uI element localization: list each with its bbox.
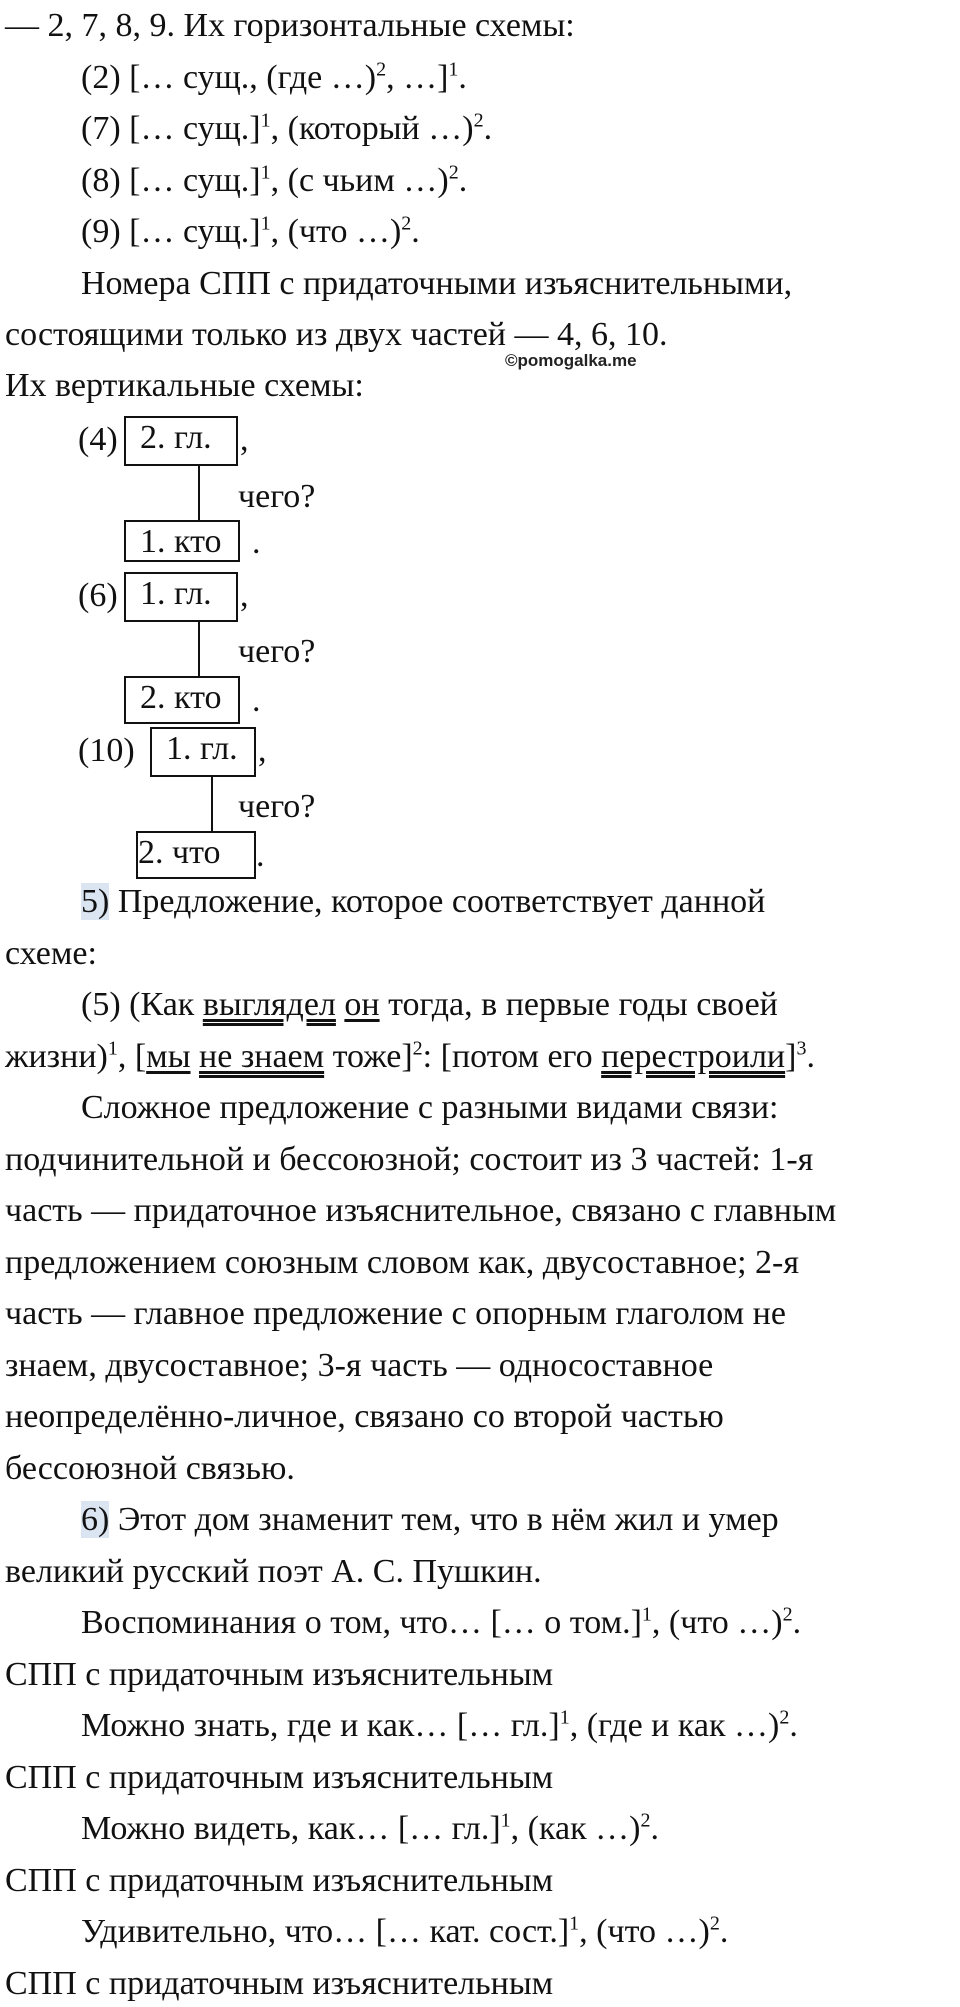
text-line: Сложное предложение с разными видами связи: (81, 1089, 779, 1126)
clause-box: 2. гл. (124, 416, 238, 466)
scheme-number: (4) (78, 421, 118, 458)
clause-box: 1. гл. (150, 727, 256, 777)
punctuation: . (256, 837, 265, 874)
subject: он (344, 986, 380, 1023)
text-line: Номера СПП с придаточными изъяснительными, (81, 265, 793, 302)
question-label: чего? (238, 788, 316, 825)
watermark: ©pomogalka.me (505, 351, 637, 370)
scheme-8: (8) [… сущ.]$^1$, (с чьим …)$^2$. (81, 161, 468, 199)
type-label: СПП с придаточным изъяснительным (5, 1759, 554, 1796)
example-sentence: (5) (Как выглядел он тогда, в первые годы своей (81, 986, 778, 1023)
task6-heading: 6) Этот дом знаменит тем, что в нём жил и умер (81, 1501, 779, 1538)
connector-line (198, 622, 200, 676)
punctuation: , (258, 732, 267, 769)
example-sentence: жизни)$^1$, [мы не знаем тоже]$^2$: [потом его перестроили]$^3$. (5, 1037, 815, 1075)
text-line: — 2, 7, 8, 9. Их горизонтальные схемы: (5, 7, 575, 44)
scheme-line: Можно знать, где и как… [… гл.]$^1$, (где и как …)$^2$. (81, 1706, 798, 1744)
scheme-7: (7) [… сущ.]$^1$, (который …)$^2$. (81, 109, 493, 147)
task5-heading: 5) Предложение, которое соответствует данной (81, 883, 766, 920)
punctuation: , (240, 577, 249, 614)
text-line: великий русский поэт А. С. Пушкин. (5, 1553, 542, 1590)
text-line: знаем, двусоставное; 3-я часть — односоставное (5, 1347, 714, 1384)
clause-box: 2. кто (124, 676, 240, 724)
text-line: бессоюзной связью. (5, 1450, 295, 1487)
type-label: СПП с придаточным изъяснительным (5, 1656, 554, 1693)
scheme-number: (6) (78, 577, 118, 614)
question-label: чего? (238, 633, 316, 670)
scheme-line: Воспоминания о том, что… [… о том.]$^1$, (что …)$^2$. (81, 1603, 802, 1641)
connector-line (211, 777, 213, 831)
scheme-line: Удивительно, что… [… кат. сост.]$^1$, (что …)$^2$. (81, 1912, 729, 1950)
clause-box: 2. что (136, 831, 256, 879)
clause-box: 1. гл. (124, 572, 238, 622)
type-label: СПП с придаточным изъяснительным (5, 1862, 554, 1899)
text-line: предложением союзным словом как, двусоставное; 2-я (5, 1244, 799, 1281)
subject: мы (146, 1038, 191, 1075)
text-line: состоящими только из двух частей — 4, 6, 10. (5, 316, 668, 353)
predicate: перестроили (601, 1038, 786, 1075)
predicate: не знаем (199, 1038, 325, 1075)
scheme-number: (10) (78, 732, 135, 769)
question-label: чего? (238, 478, 316, 515)
punctuation: , (240, 421, 249, 458)
punctuation: . (252, 524, 261, 561)
scheme-2: (2) [… сущ., (где …)$^2$, …]$^1$. (81, 58, 467, 96)
text-line: часть — придаточное изъяснительное, связано с главным (5, 1192, 837, 1229)
text-line: подчинительной и бессоюзной; состоит из 3 частей: 1-я (5, 1141, 814, 1178)
text-line: часть — главное предложение с опорным глаголом не (5, 1295, 786, 1332)
predicate: выглядел (202, 986, 336, 1023)
clause-box: 1. кто (124, 520, 240, 562)
task-number: 6) (81, 1501, 110, 1538)
punctuation: . (252, 682, 261, 719)
text-line: Их вертикальные схемы: (5, 367, 364, 404)
scheme-9: (9) [… сущ.]$^1$, (что …)$^2$. (81, 212, 420, 250)
task-number: 5) (81, 883, 110, 920)
text-line: неопределённо-личное, связано со второй частью (5, 1398, 724, 1435)
type-label: СПП с придаточным изъяснительным (5, 1965, 554, 2002)
text-line: схеме: (5, 935, 97, 972)
connector-line (198, 466, 200, 520)
scheme-line: Можно видеть, как… [… гл.]$^1$, (как …)$^2$. (81, 1809, 659, 1847)
